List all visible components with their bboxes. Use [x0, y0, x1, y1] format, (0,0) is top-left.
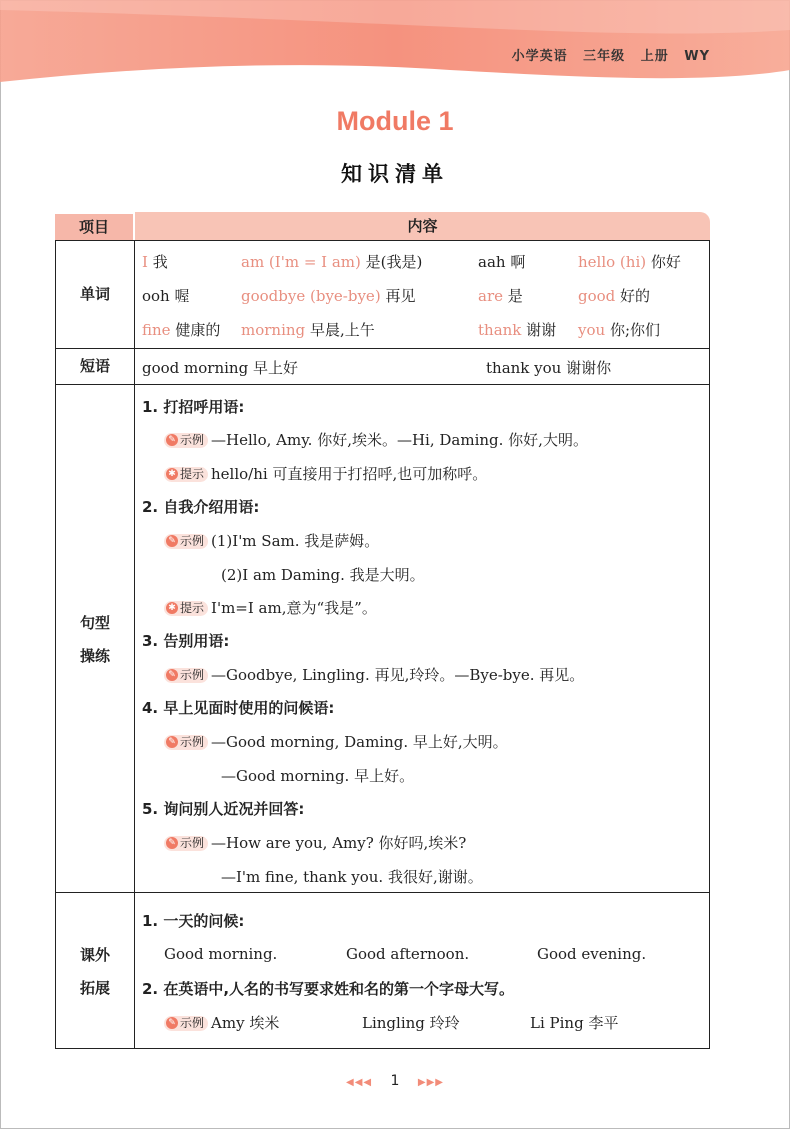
table-header: [55, 212, 710, 240]
sentence-heading: 3. 告别用语:: [142, 632, 230, 650]
greeting-item: Good morning.: [164, 945, 278, 963]
extension-heading: 2. 在英语中,人名的书写要求姓和名的第一个字母大写。: [142, 980, 515, 998]
prev-arrows-icon: ◀◀◀: [346, 1077, 373, 1088]
example-line: —I'm fine, thank you. 我很好,谢谢。: [221, 868, 483, 886]
vocab-entry: aah 啊: [478, 253, 526, 271]
row-label-extension: 课外: [79, 946, 110, 964]
example-line: —Good morning. 早上好。: [221, 767, 415, 785]
pencil-icon: ✎: [166, 1017, 178, 1029]
tip-badge: ✱ 提示: [164, 467, 208, 482]
tip-badge: ✱ 提示: [164, 601, 208, 616]
module-title: Module 1: [336, 106, 454, 136]
example-badge: ✎ 示例: [164, 433, 208, 448]
example-line: ✎ 示例 —Goodbye, Lingling. 再见,玲玲。—Bye-bye. 再见。: [164, 664, 584, 685]
tip-line: ✱ 提示 I'm=I am,意为“我是”。: [164, 597, 377, 618]
example-badge: ✎ 示例: [164, 836, 208, 851]
page-footer: [0, 1073, 790, 1089]
pencil-icon: ✎: [166, 837, 178, 849]
extension-heading: 1. 一天的问候:: [142, 912, 245, 930]
pencil-icon: ✎: [166, 669, 178, 681]
vocab-entry: I 我: [142, 253, 168, 271]
vocab-entry: you 你;你们: [578, 321, 661, 339]
pencil-icon: ✎: [166, 535, 178, 547]
example-badge: ✎ 示例: [164, 668, 208, 683]
row-label-sentences: 句型: [79, 614, 110, 632]
row-divider: [56, 348, 709, 349]
pencil-icon: ✎: [166, 736, 178, 748]
knowledge-table: [55, 240, 710, 1049]
vocab-entry: am (I'm = I am) 是(我是): [241, 253, 423, 271]
example-badge: ✎ 示例: [164, 735, 208, 750]
phrase-entry: thank you 谢谢你: [486, 359, 612, 377]
vocab-entry: goodbye (bye-bye) 再见: [241, 287, 416, 305]
lightbulb-icon: ✱: [166, 602, 178, 614]
row-label-sentences: 操练: [79, 647, 110, 665]
example-badge: ✎ 示例: [164, 1016, 208, 1031]
header-banner: [0, 0, 790, 85]
row-label-phrases: 短语: [79, 357, 110, 375]
example-line: ✎ 示例 (1)I'm Sam. 我是萨姆。: [164, 530, 379, 551]
header-info: [512, 45, 710, 64]
example-line: ✎ 示例 Amy 埃米: [164, 1012, 279, 1033]
example-line: ✎ 示例 —Good morning, Daming. 早上好,大明。: [164, 731, 508, 752]
row-divider: [56, 892, 709, 893]
tip-line: ✱ 提示 hello/hi 可直接用于打招呼,也可加称呼。: [164, 463, 487, 484]
next-arrows-icon: ▶▶▶: [417, 1077, 444, 1088]
example-badge: ✎ 示例: [164, 534, 208, 549]
vocab-entry: thank 谢谢: [478, 321, 557, 339]
sentence-heading: 2. 自我介绍用语:: [142, 498, 260, 516]
page-number: 1: [390, 1073, 400, 1089]
vocab-entry: good 好的: [578, 287, 651, 305]
column-header-item: 项目: [55, 214, 133, 240]
row-divider: [56, 384, 709, 385]
pencil-icon: ✎: [166, 434, 178, 446]
name-example: Lingling 玲玲: [362, 1014, 460, 1032]
column-divider: [134, 241, 135, 1048]
header-edition: WY: [684, 49, 710, 64]
row-label-extension: 拓展: [79, 979, 110, 997]
greeting-item: Good afternoon.: [346, 945, 470, 963]
example-line: ✎ 示例 —How are you, Amy? 你好吗,埃米?: [164, 832, 466, 853]
phrase-entry: good morning 早上好: [142, 359, 298, 377]
vocab-entry: ooh 喔: [142, 287, 190, 305]
vocab-entry: hello (hi) 你好: [578, 253, 681, 271]
example-line: (2)I am Daming. 我是大明。: [221, 566, 425, 584]
sentence-heading: 4. 早上见面时使用的问候语:: [142, 699, 335, 717]
greeting-item: Good evening.: [537, 945, 647, 963]
vocab-entry: are 是: [478, 287, 523, 305]
header-series: 小学英语: [511, 49, 568, 64]
vocab-entry: fine 健康的: [142, 321, 221, 339]
header-grade: 三年级: [583, 49, 626, 64]
section-title: 知识清单: [341, 162, 449, 186]
lightbulb-icon: ✱: [166, 468, 178, 480]
sentence-heading: 1. 打招呼用语:: [142, 398, 245, 416]
example-line: ✎ 示例 —Hello, Amy. 你好,埃米。—Hi, Daming. 你好,大明。: [164, 429, 588, 450]
sentence-heading: 5. 询问别人近况并回答:: [142, 800, 305, 818]
name-example: Li Ping 李平: [530, 1014, 619, 1032]
column-header-content: 内容: [135, 212, 710, 240]
header-volume: 上册: [640, 49, 669, 64]
vocab-entry: morning 早晨,上午: [241, 321, 375, 339]
row-label-vocab: 单词: [79, 285, 110, 303]
